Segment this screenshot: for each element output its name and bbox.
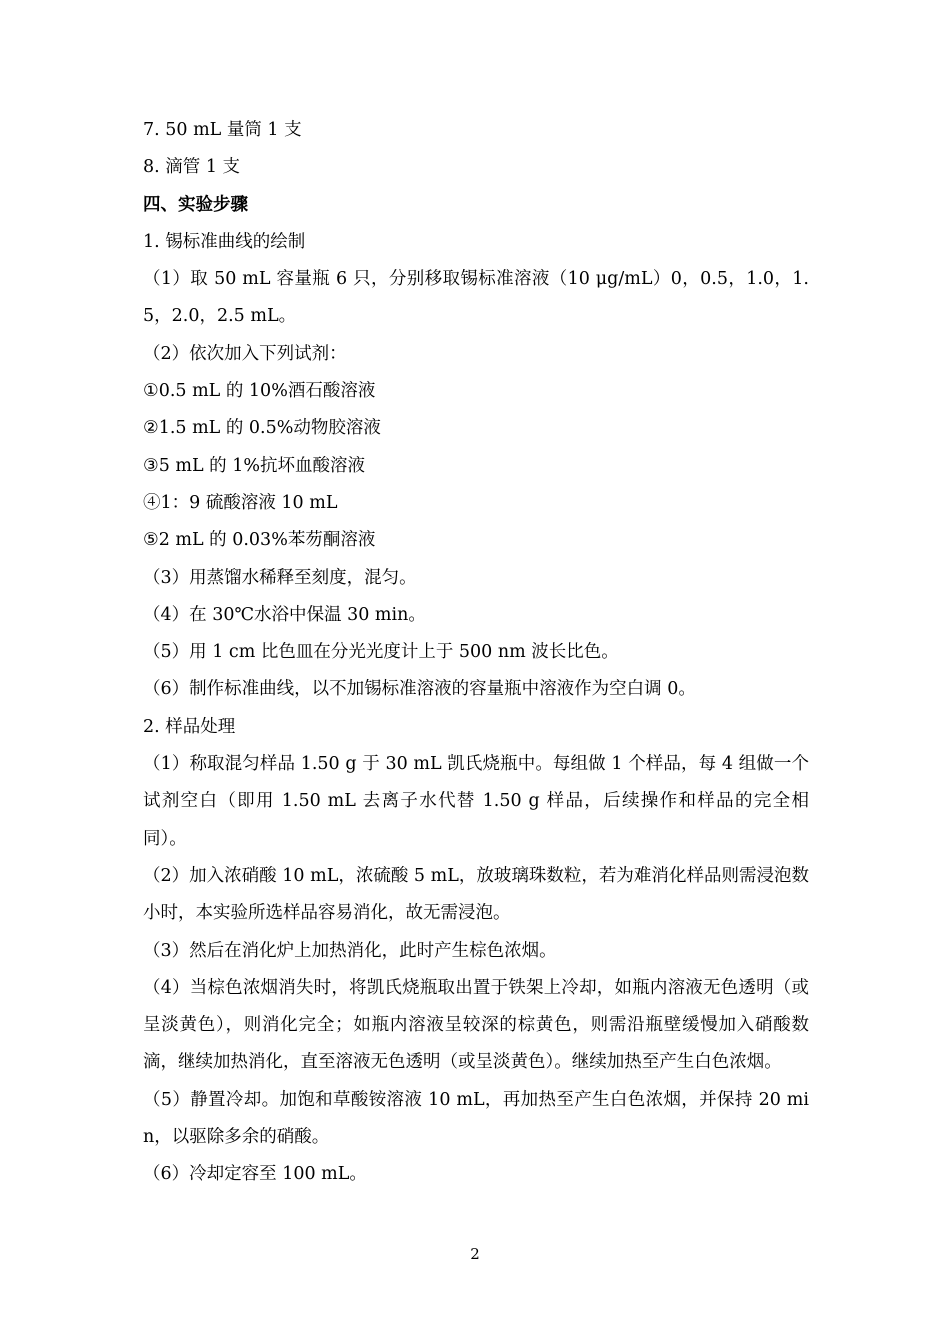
step-1-2-paragraph: （2）依次加入下列试剂： [143,343,347,364]
step-2-5-paragraph: （5）静置冷却。加饱和草酸铵溶液 10 mL，再加热至产生白色浓烟，并保持 20 min，以驱除多余的硝酸。 [143,1089,809,1148]
step-1-6-paragraph: （6）制作标准曲线，以不加锡标准溶液的容量瓶中溶液作为空白调 0。 [143,679,696,700]
page-number: 2 [470,1245,480,1263]
step-1-4-paragraph: （4）在 30℃水浴中保温 30 min。 [143,604,426,625]
section-heading-experiment-steps: 四、实验步骤 [143,194,248,215]
step-2-3-paragraph: （3）然后在消化炉上加热消化，此时产生棕色浓烟。 [143,940,557,961]
reagent-item-5: ⑤2 mL 的 0.03%苯芴酮溶液 [143,530,376,551]
step-1-5-paragraph: （5）用 1 cm 比色皿在分光光度计上于 500 nm 波长比色。 [143,642,619,663]
equipment-item-7: 7. 50 mL 量筒 1 支 [143,120,302,140]
subsection-heading-sample-processing: 2. 样品处理 [143,716,236,737]
reagent-item-2: ②1.5 mL 的 0.5%动物胶溶液 [143,418,381,439]
document-body [143,112,809,1194]
step-2-2-paragraph: （2）加入浓硝酸 10 mL，浓硫酸 5 mL，放玻璃珠数粒，若为难消化样品则需浸泡数小时，本实验所选样品容易消化，故无需浸泡。 [143,865,809,924]
step-2-6-paragraph: （6）冷却定容至 100 mL。 [143,1164,367,1185]
reagent-item-3: ③5 mL 的 1%抗坏血酸溶液 [143,455,365,476]
equipment-item-8: 8. 滴管 1 支 [143,157,241,178]
step-1-3-paragraph: （3）用蒸馏水稀释至刻度，混匀。 [143,567,417,588]
subsection-heading-standard-curve: 1. 锡标准曲线的绘制 [143,231,306,252]
reagent-item-4: ④1：9 硫酸溶液 10 mL [143,492,338,513]
step-1-1-paragraph: （1）取 50 mL 容量瓶 6 只，分别移取锡标准溶液（10 μg/mL）0，0.5，1.0，1.5，2.0，2.5 mL。 [143,269,809,327]
step-2-4-paragraph: （4）当棕色浓烟消失时，将凯氏烧瓶取出置于铁架上冷却，如瓶内溶液无色透明（或呈淡黄色），则消化完全；如瓶内溶液呈较深的棕黄色，则需沿瓶壁缓慢加入硝酸数滴，继续加热消化，直至溶液无色透明（或呈淡黄色）。继续加热至产生白色浓烟。 [143,977,809,1073]
step-2-1-paragraph: （1）称取混匀样品 1.50 g 于 30 mL 凯氏烧瓶中。每组做 1 个样品，每 4 组做一个试剂空白（即用 1.50 mL 去离子水代替 1.50 g 样品，后续操作和样品的完全相同）。 [143,754,809,849]
reagent-item-1: ①0.5 mL 的 10%酒石酸溶液 [143,381,376,402]
